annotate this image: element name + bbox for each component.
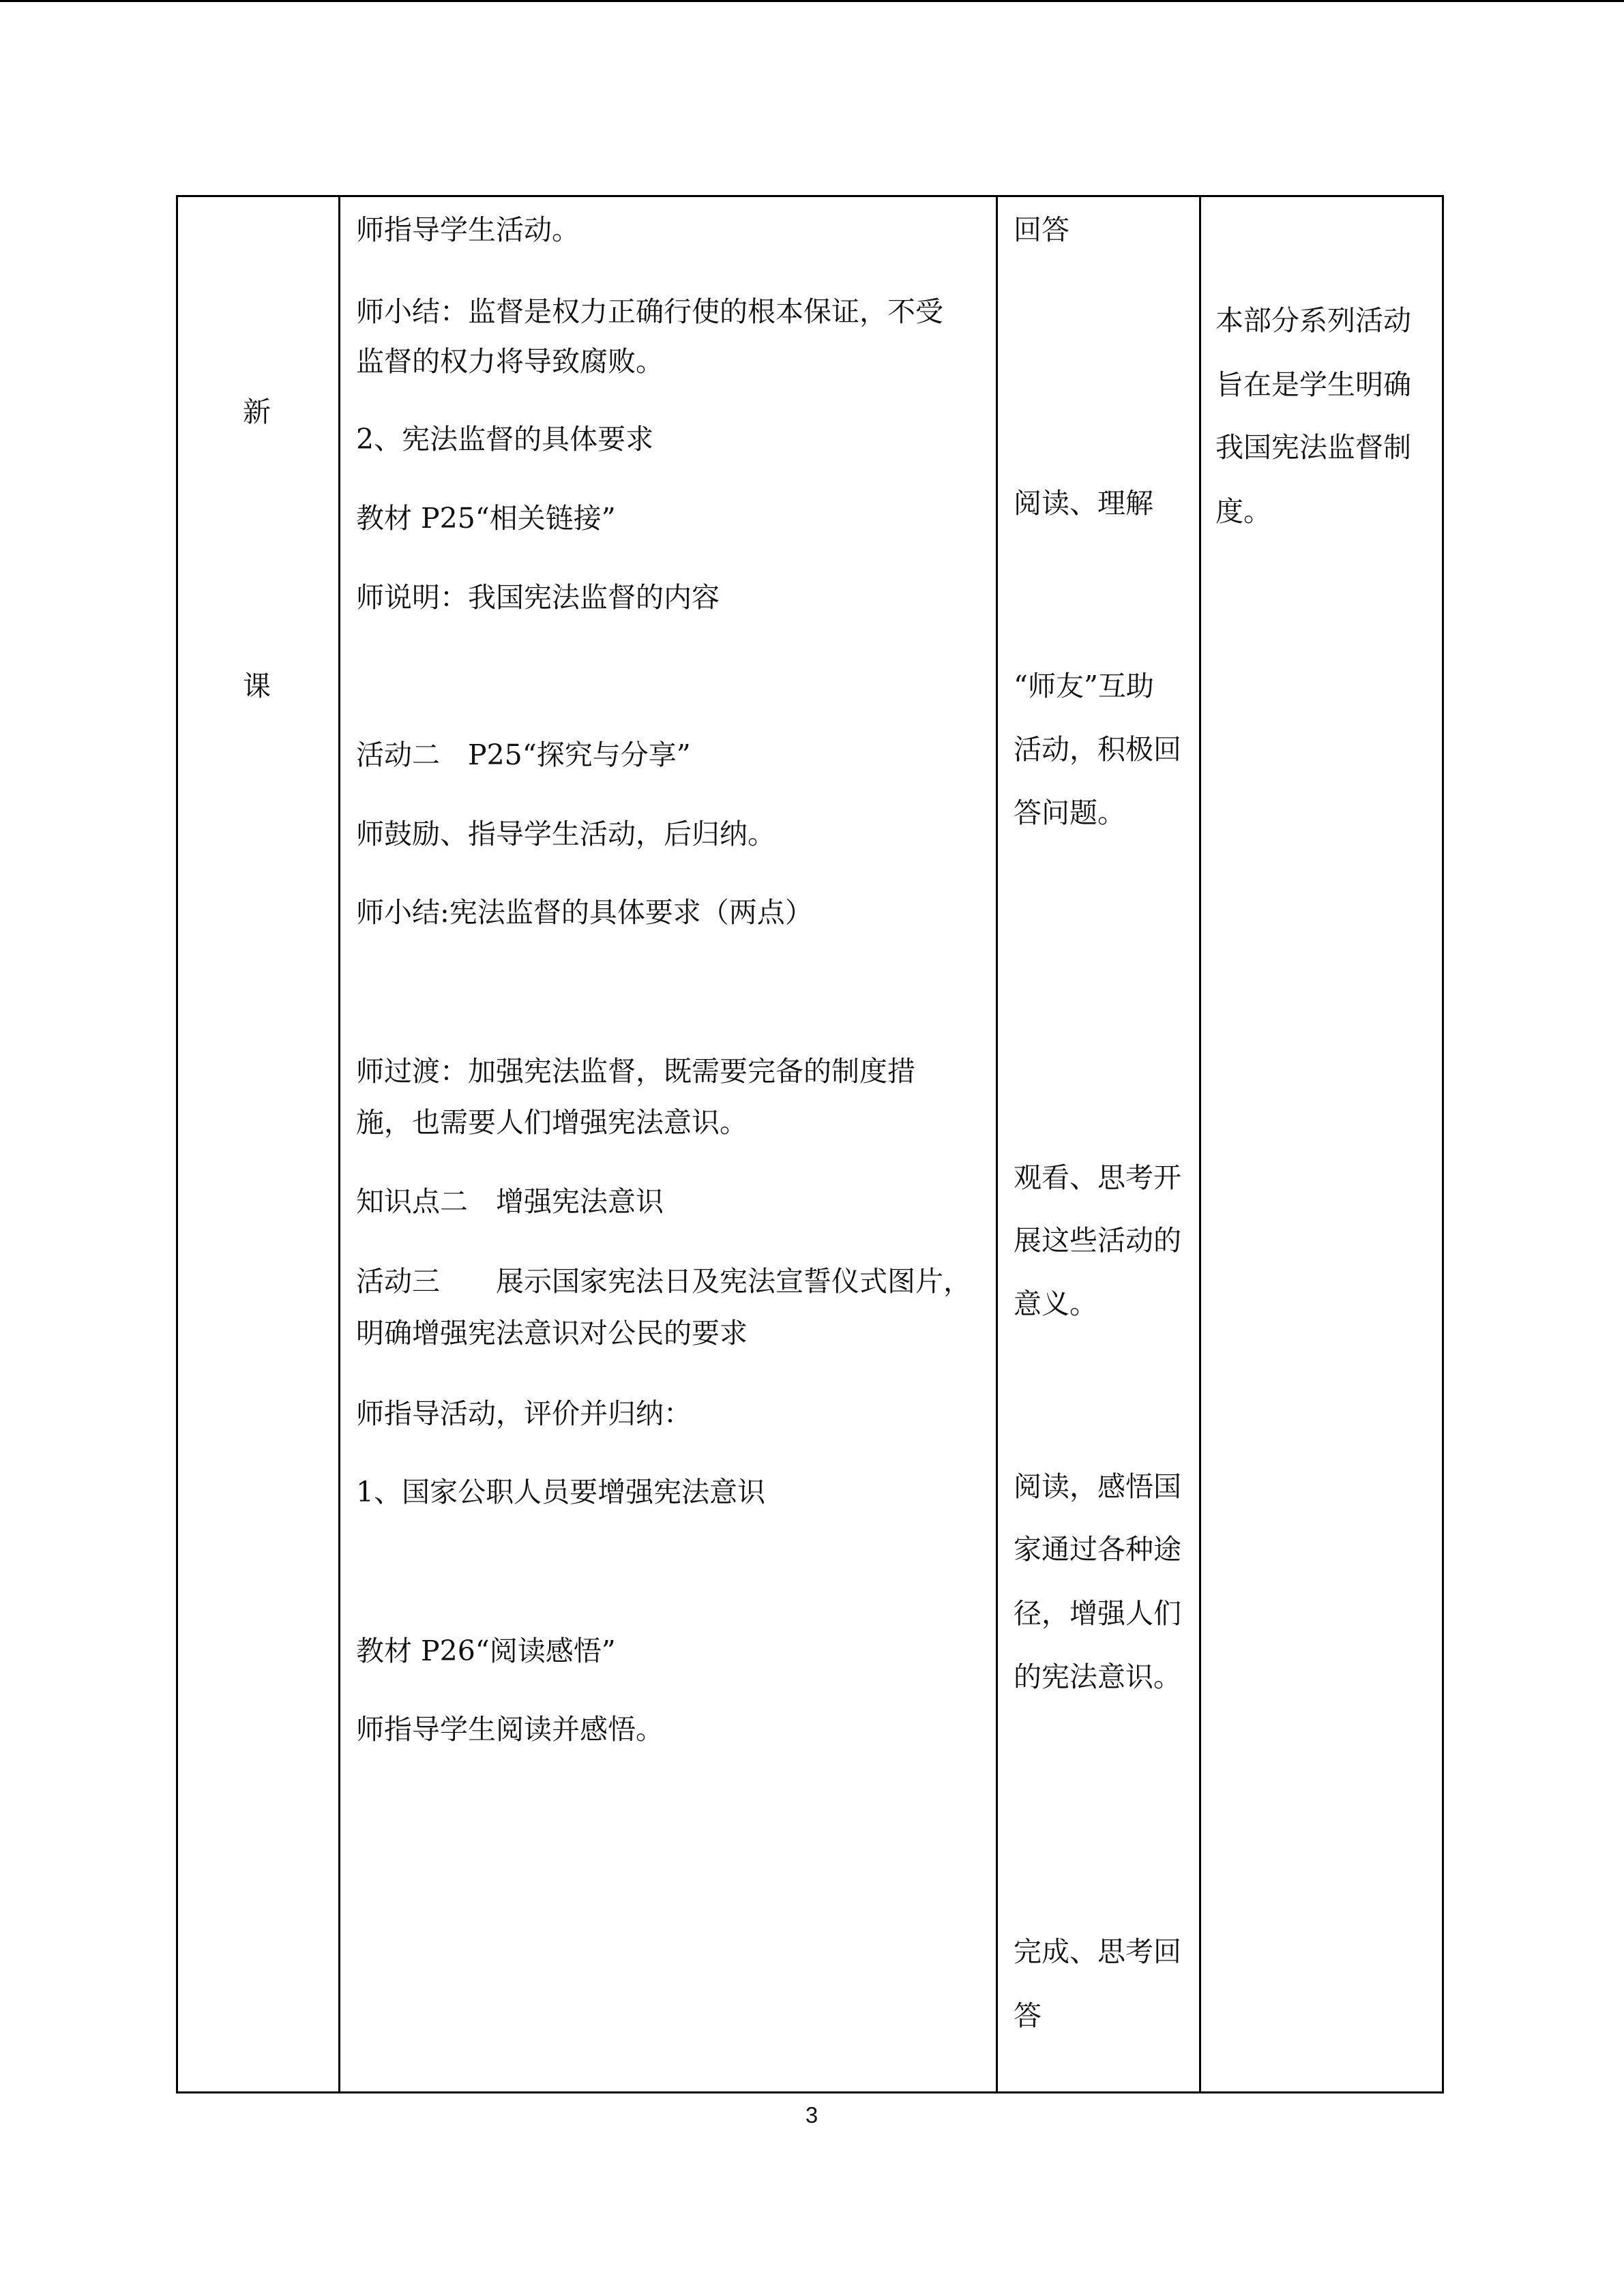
teacher-line: 师过渡：加强宪法监督，既需要完备的制度措 <box>356 1055 915 1088</box>
student-line: “师友”互助 <box>1014 670 1154 702</box>
section-label-char-2: 课 <box>243 670 271 702</box>
student-line: 意义。 <box>1014 1287 1097 1320</box>
student-line: 活动，积极回 <box>1014 733 1181 766</box>
teacher-line: 师小结:宪法监督的具体要求（两点） <box>356 896 813 929</box>
teacher-line: 1、国家公职人员要增强宪法意识 <box>356 1476 766 1508</box>
student-line: 径，增强人们 <box>1014 1597 1181 1630</box>
design-intent-line: 旨在是学生明确 <box>1215 368 1411 401</box>
section-label-char-1: 新 <box>243 396 271 428</box>
column-divider-3 <box>1199 195 1201 2093</box>
teacher-line: 教材 P26“阅读感悟” <box>356 1635 616 1667</box>
student-line: 答 <box>1014 1999 1042 2032</box>
student-line: 展这些活动的 <box>1014 1224 1181 1257</box>
student-line: 观看、思考开 <box>1014 1161 1181 1194</box>
teacher-line: 2、宪法监督的具体要求 <box>356 423 654 456</box>
design-intent-line: 本部分系列活动 <box>1215 304 1411 337</box>
teacher-line: 师说明：我国宪法监督的内容 <box>356 581 720 614</box>
page-number: 3 <box>805 2102 818 2128</box>
design-intent-line: 我国宪法监督制 <box>1215 431 1411 464</box>
teacher-line: 明确增强宪法意识对公民的要求 <box>356 1317 748 1350</box>
page-top-border <box>0 0 1624 2</box>
student-line: 阅读、理解 <box>1014 487 1153 520</box>
design-intent-line: 度。 <box>1215 495 1271 528</box>
teacher-line: 监督的权力将导致腐败。 <box>356 345 664 378</box>
student-line: 完成、思考回 <box>1014 1935 1181 1968</box>
teacher-line: 活动三 展示国家宪法日及宪法宣誓仪式图片， <box>356 1265 971 1298</box>
student-line: 阅读，感悟国 <box>1014 1470 1181 1503</box>
column-divider-1 <box>338 195 340 2093</box>
teacher-line: 师指导活动，评价并归纳： <box>356 1397 692 1430</box>
teacher-line: 师鼓励、指导学生活动，后归纳。 <box>356 818 776 850</box>
teacher-line: 活动二 P25“探究与分享” <box>356 739 691 771</box>
student-line: 的宪法意识。 <box>1014 1660 1181 1693</box>
teacher-line: 师小结：监督是权力正确行使的根本保证，不受 <box>356 295 943 328</box>
teacher-line: 师指导学生阅读并感悟。 <box>356 1713 664 1746</box>
student-line: 答问题。 <box>1014 796 1125 829</box>
teacher-line: 教材 P25“相关链接” <box>356 502 616 535</box>
teacher-line: 施，也需要人们增强宪法意识。 <box>356 1106 748 1139</box>
column-divider-2 <box>996 195 998 2093</box>
student-line: 家通过各种途 <box>1014 1533 1181 1566</box>
teacher-line: 师指导学生活动。 <box>356 213 580 246</box>
student-line: 回答 <box>1014 213 1069 246</box>
teacher-line: 知识点二 增强宪法意识 <box>356 1185 664 1218</box>
